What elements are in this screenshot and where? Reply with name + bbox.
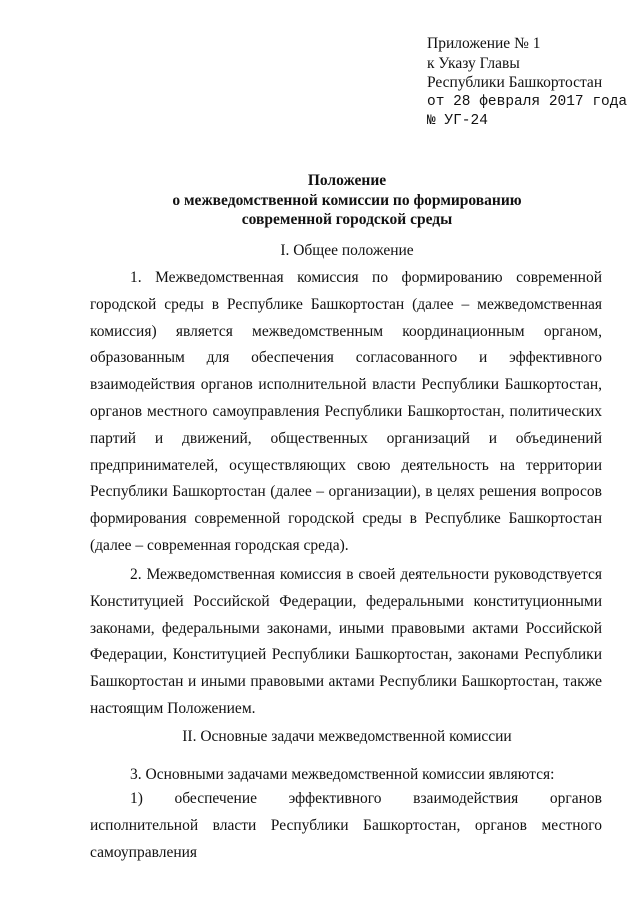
appendix-header	[427, 34, 627, 132]
title-line-1: Положение	[307, 172, 387, 189]
paragraph-4: 1) обеспечение эффективного взаимодействия органов исполнительной власти Республики Башкортостан, органов местного самоуправления	[90, 790, 602, 861]
paragraph-2: 2. Межведомственная комиссия в своей деятельности руководствуется Конституцией Российской Федерации, федеральными конституционными законами, федеральными законами, иными правовыми актами Российской Федерации, Конституцией Республики Башкортостан, законами Республики Башкортостан и иными правовыми актами Республики Башкортостан, также настоящим Положением.	[90, 566, 602, 717]
appendix-decree-ref: к Указу Главы	[427, 54, 520, 72]
section-heading-2: II. Основные задачи межведомственной комиссии	[182, 728, 512, 745]
appendix-date: от 28 февраля 2017 года	[427, 93, 628, 110]
title-line-2: о межведомственной комиссии по формированию	[172, 191, 522, 209]
section-heading-1: I. Общее положение	[280, 242, 414, 259]
appendix-republic: Республики Башкортостан	[427, 74, 603, 91]
document-title	[60, 171, 634, 230]
title-line-3: современной городской среды	[241, 211, 453, 228]
paragraph-1: 1. Межведомственная комиссия по формированию современной городской среды в Республике Башкортостан (далее – межведомственная комиссия) является межведомственным координационным органом, образованным для обеспечения согласованного и эффективного взаимодействия органов исполнительной власти Республики Башкортостан, органов местного самоуправления Республики Башкортостан, политических партий и движений, общественных организаций и объединений предпринимателей, осуществляющих свою деятельность на территории Республики Башкортостан (далее – организации), в целях решения вопросов формирования современной городской среды в Республике Башкортостан (далее – современная городская среда).	[90, 269, 602, 554]
appendix-number: Приложение № 1	[427, 35, 541, 52]
paragraph-3: 3. Основными задачами межведомственной комиссии являются:	[130, 766, 555, 783]
appendix-decree-number: № УГ-24	[427, 113, 488, 129]
